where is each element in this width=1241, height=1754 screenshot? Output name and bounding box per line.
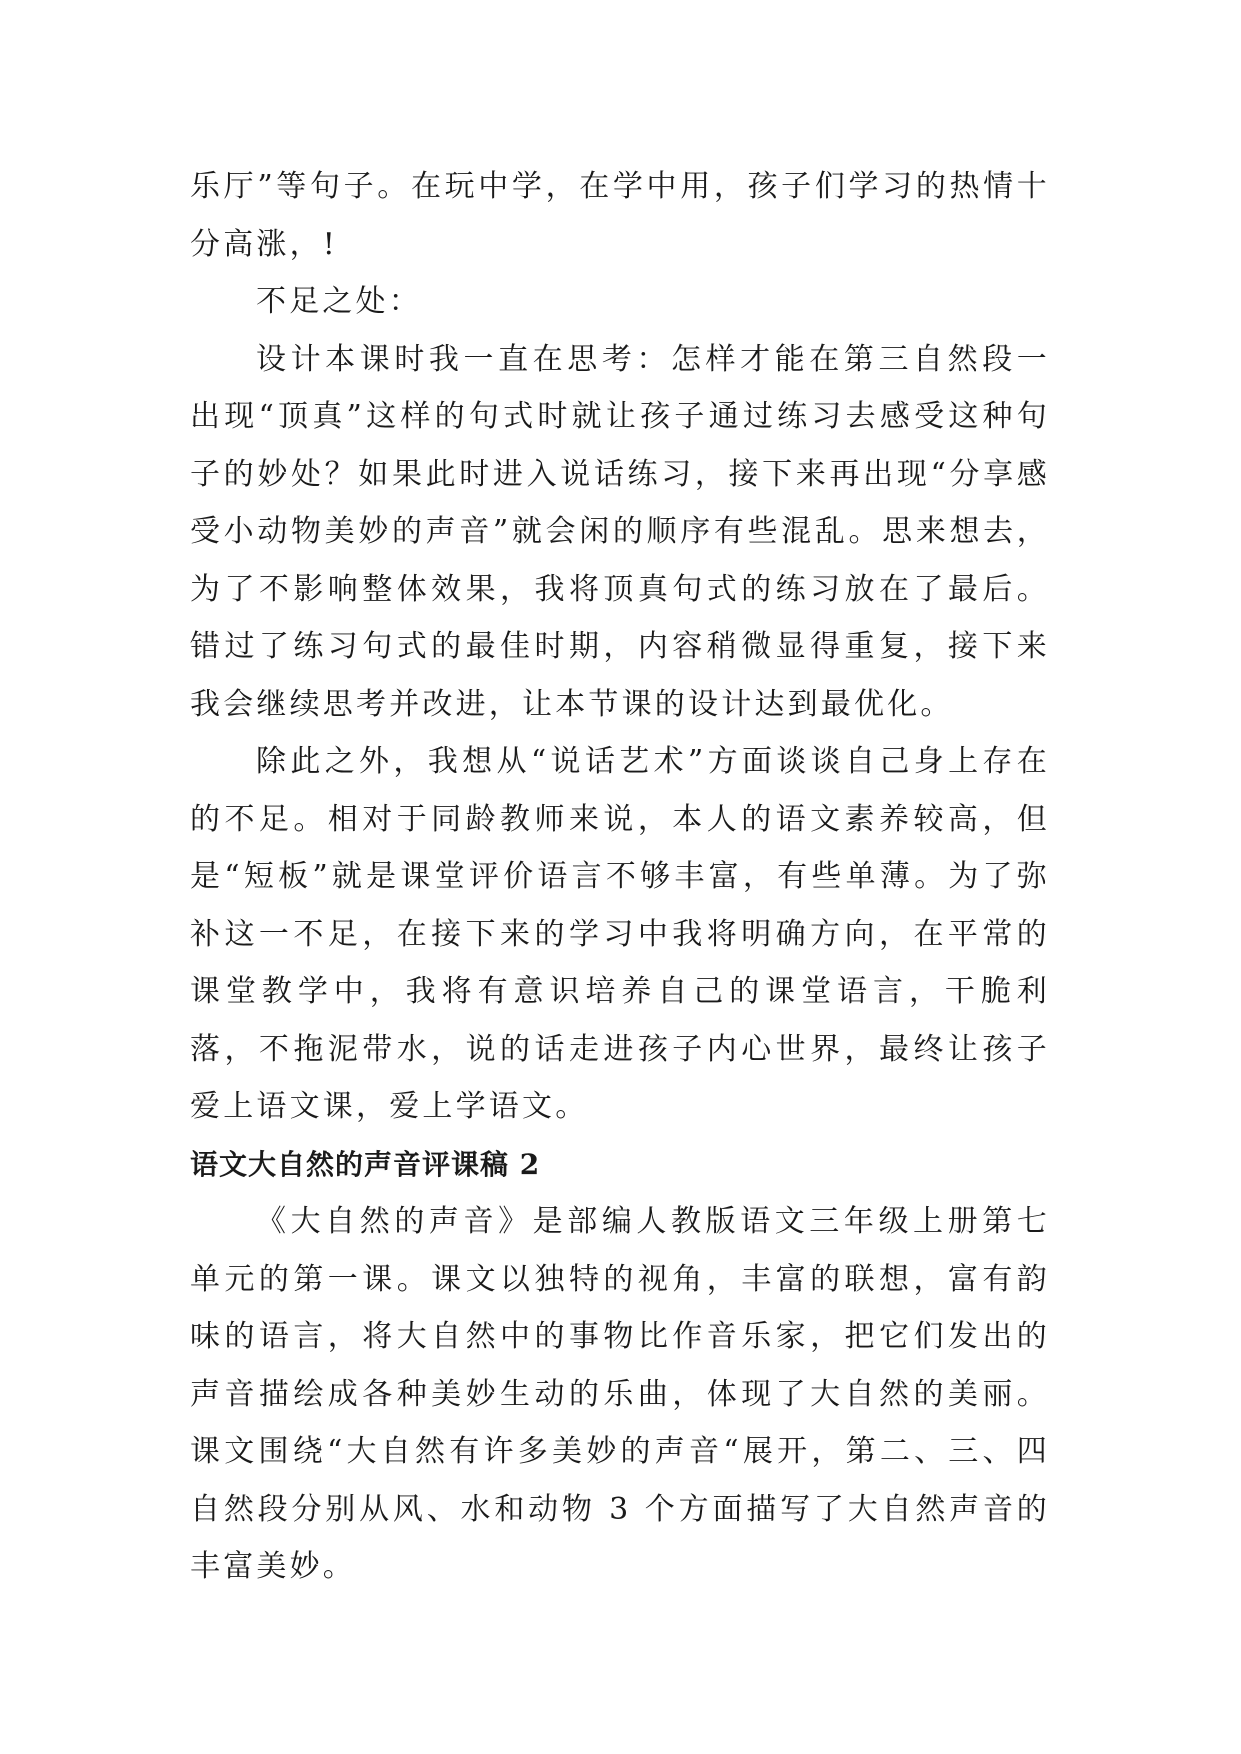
paragraph-speaking-art: 除此之外，我想从“说话艺术”方面谈谈自己身上存在的不足。相对于同龄教师来说，本人的语文素养较高，但是“短板”就是课堂评价语言不够丰富，有些单薄。为了弥补这一不足，在接下来的学习中我将明确方向，在平常的课堂教学中，我将有意识培养自己的课堂语言，干脆利落，不拖泥带水，说的话走进孩子内心世界，最终让孩子爱上语文课，爱上学语文。 bbox=[190, 744, 1050, 1124]
paragraph-lesson-intro: 《大自然的声音》是部编人教版语文三年级上册第七单元的第一课。课文以独特的视角，丰富的联想，富有韵味的语言，将大自然中的事物比作音乐家，把它们发出的声音描绘成各种美妙生动的乐曲，体现了大自然的美丽。课文围绕“大自然有许多美妙的声音“展开，第二、三、四自然段分别从风、水和动物 3 个方面描写了大自然声音的丰富美妙。 bbox=[190, 1204, 1050, 1584]
paragraph-shortcomings-label: 不足之处： bbox=[256, 284, 422, 319]
paragraph-continuation: 乐厅”等句子。在玩中学，在学中用，孩子们学习的热情十分高涨，! bbox=[190, 169, 1050, 262]
section-heading: 语文大自然的声音评课稿 2 bbox=[190, 1147, 541, 1181]
paragraph-design-reflection: 设计本课时我一直在思考：怎样才能在第三自然段一出现“顶真”这样的句式时就让孩子通过练习去感受这种句子的妙处？如果此时进入说话练习，接下来再出现“分享感受小动物美妙的声音”就会闲的顺序有些混乱。思来想去，为了不影响整体效果，我将顶真句式的练习放在了最后。错过了练习句式的最佳时期，内容稍微显得重复，接下来我会继续思考并改进，让本节课的设计达到最优化。 bbox=[190, 341, 1050, 722]
document-body bbox=[190, 158, 1050, 1596]
